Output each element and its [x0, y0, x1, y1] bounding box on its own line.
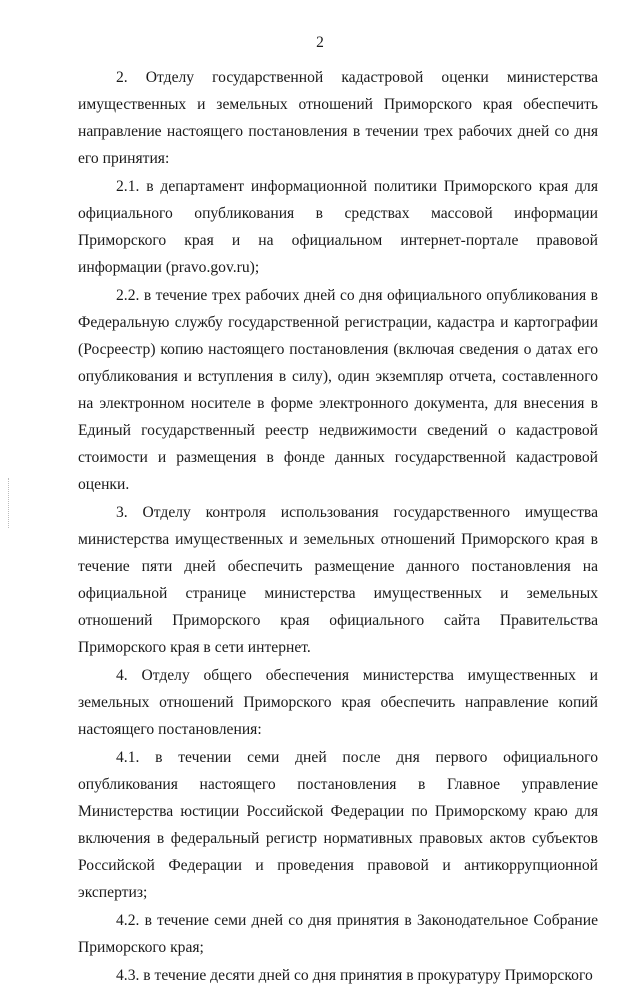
paragraph-2-2: 2.2. в течение трех рабочих дней со дня официального опубликования в Федеральную службу государственной регистрации, кадастра и картографии (Росреестр) копию настоящего постановления (включая сведения о датах его опубликования и вступления в силу), один экземпляр отчета, составленного на электронном носителе в форме электронного документа, для внесения в Единый государственный реестр недвижимости сведений о кадастровой стоимости и размещения в фонде данных государственной кадастровой оценки. — [78, 287, 598, 493]
document-body — [78, 64, 598, 989]
scan-margin-mark — [8, 478, 11, 528]
paragraph-4-3: 4.3. в течение десяти дней со дня принятия в прокуратуру Приморского — [116, 967, 593, 984]
paragraph-4-2: 4.2. в течение семи дней со дня принятия в Законодательное Собрание Приморского края; — [78, 912, 598, 956]
paragraph-3: 3. Отделу контроля использования государственного имущества министерства имущественных и земельных отношений Приморского края в течение пяти дней обеспечить размещение данного постановления на официальной странице министерства имущественных и земельных отношений Приморского края официального сайта Правительства Приморского края в сети интернет. — [78, 504, 598, 656]
paragraph-4-1: 4.1. в течении семи дней после дня первого официального опубликования настоящего постановления в Главное управление Министерства юстиции Российской Федерации по Приморскому краю для включения в федеральный регистр нормативных правовых актов субъектов Российской Федерации и проведения правовой и антикоррупционной экспертиз; — [78, 749, 598, 901]
page-number: 2 — [316, 34, 324, 51]
paragraph-2-1: 2.1. в департамент информационной политики Приморского края для официального опубликования в средствах массовой информации Приморского края и на официальном интернет-портале правовой информации (pravo.gov.ru); — [78, 178, 598, 276]
paragraph-4: 4. Отделу общего обеспечения министерства имущественных и земельных отношений Приморского края обеспечить направление копий настоящего постановления: — [78, 667, 598, 738]
paragraph-2: 2. Отделу государственной кадастровой оценки министерства имущественных и земельных отношений Приморского края обеспечить направление настоящего постановления в течении трех рабочих дней со дня его принятия: — [78, 69, 598, 167]
